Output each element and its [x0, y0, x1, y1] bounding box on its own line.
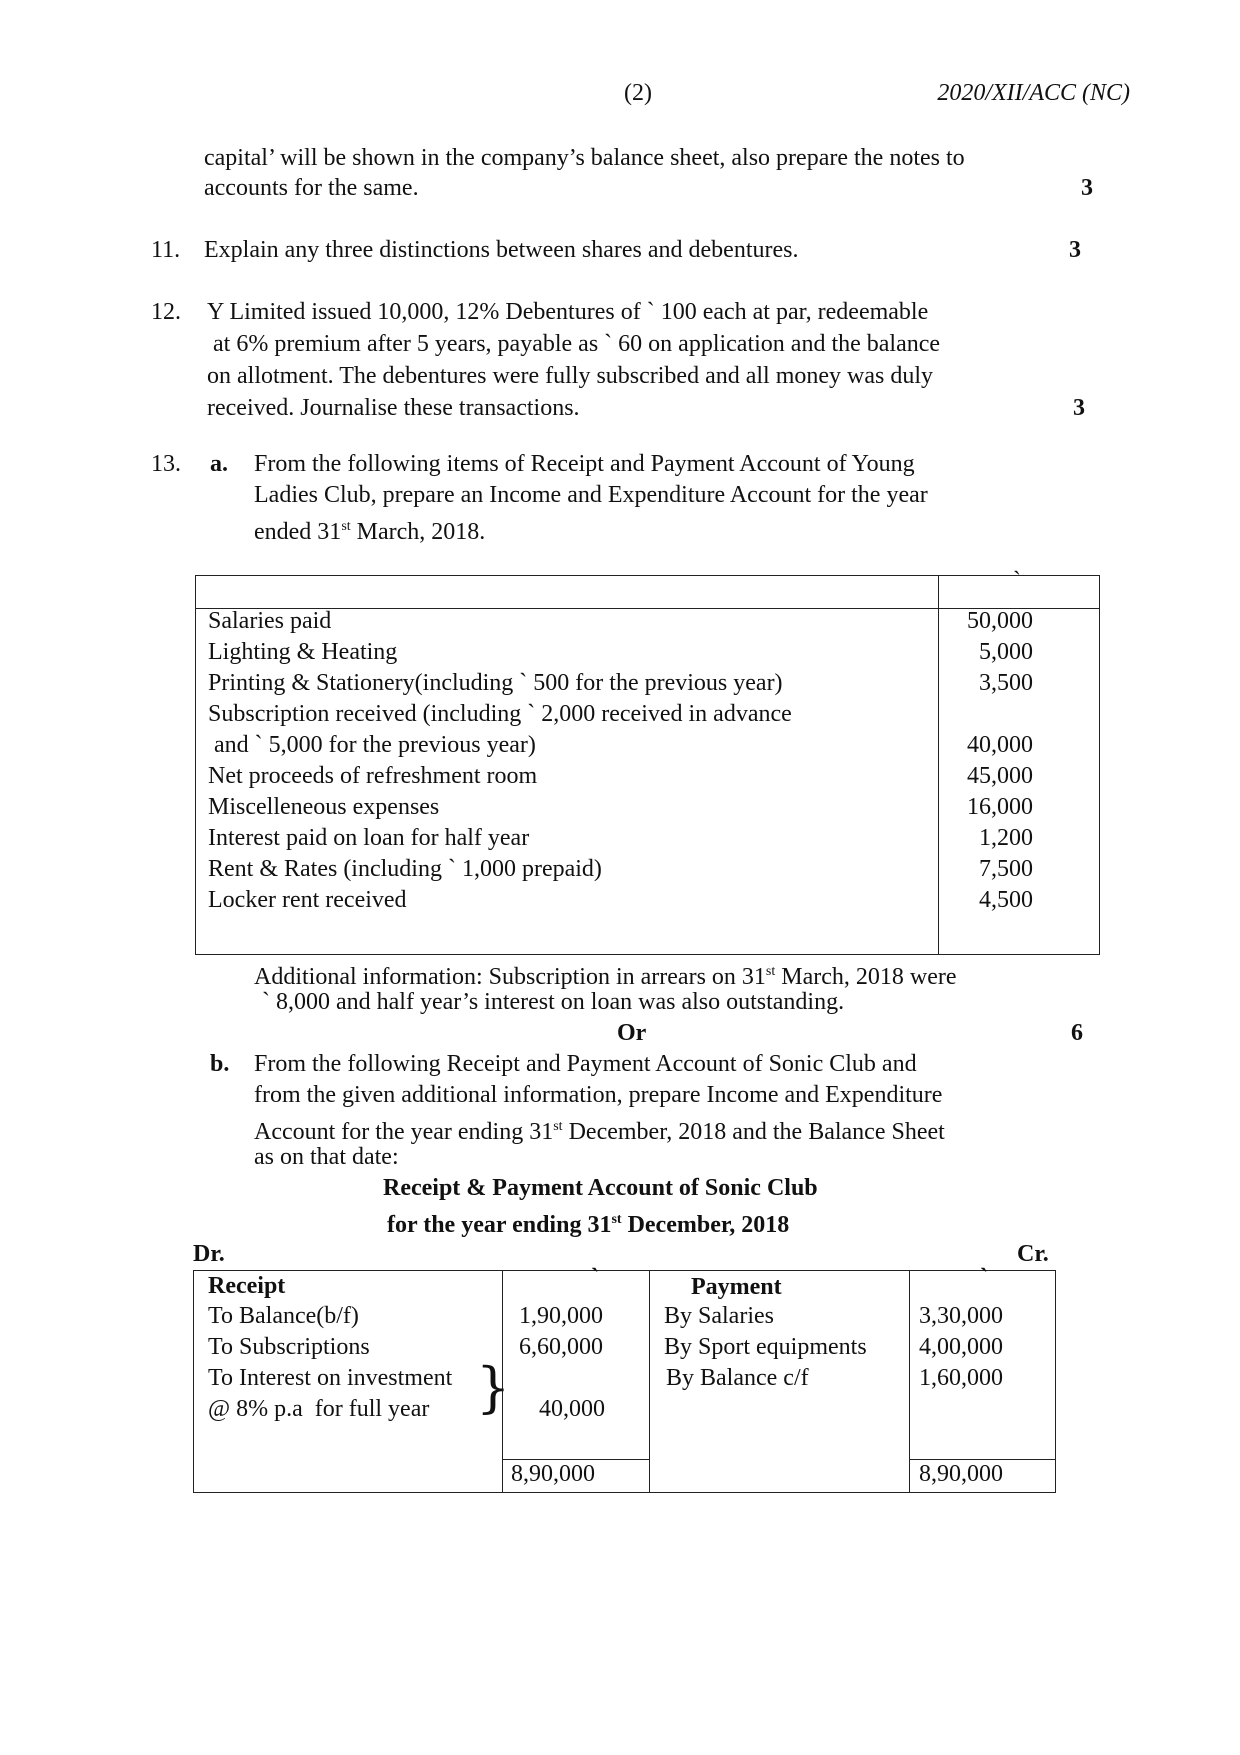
additional-info-line2: ` 8,000 and half year’s interest on loan was also outstanding. [262, 989, 845, 1015]
table-row-item: Interest paid on loan for half year [208, 825, 530, 851]
payment-amount: 3,30,000 [919, 1303, 1003, 1329]
payment-header: Payment [691, 1274, 782, 1300]
table-row-item: Printing & Stationery(including ` 500 for the previous year) [208, 670, 783, 696]
q12-line1: Y Limited issued 10,000, 12% Debentures of ` 100 each at par, redeemable [207, 299, 929, 325]
q11-marks: 3 [1069, 237, 1081, 263]
q13b-line3: Account for the year ending 31st December, 2018 and the Balance Sheet [254, 1119, 945, 1145]
additional-info-line1: Additional information: Subscription in arrears on 31st March, 2018 were [254, 964, 957, 990]
receipt-item: To Balance(b/f) [208, 1303, 359, 1329]
q13-number: 13. [151, 451, 181, 477]
paper-code: 2020/XII/ACC (NC) [937, 80, 1130, 106]
payment-amount: 1,60,000 [919, 1365, 1003, 1391]
q13a-line2: Ladies Club, prepare an Income and Expenditure Account for the year [254, 482, 928, 508]
table-row-item: and ` 5,000 for the previous year) [208, 732, 536, 758]
q13-marks: 6 [1071, 1020, 1083, 1046]
account-title: Receipt & Payment Account of Sonic Club [383, 1175, 818, 1201]
receipt-amount: 40,000 [539, 1396, 605, 1422]
table-row-amount: 16,000 [967, 794, 1033, 820]
receipt-total: 8,90,000 [511, 1461, 595, 1487]
q12-line4: received. Journalise these transactions. [207, 395, 580, 421]
table-row-amount: 7,500 [979, 856, 1033, 882]
q13b-line2: from the given additional information, prepare Income and Expenditure [254, 1082, 943, 1108]
table-row-item: Net proceeds of refreshment room [208, 763, 538, 789]
q13b-line4: as on that date: [254, 1144, 399, 1170]
payment-total: 8,90,000 [919, 1461, 1003, 1487]
table-row-item: Miscelleneous expenses [208, 794, 440, 820]
table-row-amount: 4,500 [979, 887, 1033, 913]
dr-label: Dr. [193, 1241, 225, 1267]
q13b-label: b. [210, 1051, 230, 1077]
receipt-amount: 1,90,000 [519, 1303, 603, 1329]
table-row-item: Locker rent received [208, 887, 407, 913]
account-subtitle: for the year ending 31st December, 2018 [387, 1212, 790, 1238]
q13a-label: a. [210, 451, 228, 477]
receipts-items-table [195, 568, 1100, 955]
currency-header: ` [1013, 568, 1021, 594]
q13b-line1: From the following Receipt and Payment Account of Sonic Club and [254, 1051, 917, 1077]
receipt-item: @ 8% p.a for full year [208, 1396, 430, 1422]
or-label: Or [617, 1020, 647, 1046]
table-row-item: Rent & Rates (including ` 1,000 prepaid) [208, 856, 602, 882]
q12-number: 12. [151, 299, 181, 325]
cr-label: Cr. [1017, 1241, 1049, 1267]
table-row-amount: 50,000 [967, 608, 1033, 634]
receipt-item: To Subscriptions [208, 1334, 370, 1360]
table-row-item: Subscription received (including ` 2,000 received in advance [208, 701, 792, 727]
payment-amount: 4,00,000 [919, 1334, 1003, 1360]
q13a-line1: From the following items of Receipt and Payment Account of Young [254, 451, 915, 477]
table-row-item: Salaries paid [208, 608, 332, 634]
receipt-payment-account-table [193, 1265, 1056, 1493]
table-row-amount: 5,000 [979, 639, 1033, 665]
table-row-amount: 1,200 [979, 825, 1033, 851]
q12-line2: at 6% premium after 5 years, payable as ` 60 on application and the balance [213, 331, 941, 357]
receipt-header: Receipt [208, 1273, 286, 1299]
payment-currency-header: ` [980, 1265, 988, 1291]
q10-marks: 3 [1081, 175, 1093, 201]
table-row-amount: 40,000 [967, 732, 1033, 758]
receipt-amount: 6,60,000 [519, 1334, 603, 1360]
table-row-amount: 45,000 [967, 763, 1033, 789]
receipt-currency-header: ` [591, 1265, 599, 1291]
page-number: (2) [624, 80, 652, 106]
table-row-amount: 3,500 [979, 670, 1033, 696]
q13a-line3: ended 31st March, 2018. [254, 519, 486, 545]
q12-marks: 3 [1073, 395, 1085, 421]
payment-item: By Balance c/f [666, 1365, 809, 1391]
table-row-item: Lighting & Heating [208, 639, 398, 665]
q10-line1: capital’ will be shown in the company’s balance sheet, also prepare the notes to [204, 145, 965, 171]
payment-item: By Salaries [664, 1303, 774, 1329]
q12-line3: on allotment. The debentures were fully subscribed and all money was duly [207, 363, 934, 389]
payment-item: By Sport equipments [664, 1334, 867, 1360]
receipt-item: To Interest on investment [208, 1365, 453, 1391]
brace-icon: } [476, 1356, 511, 1419]
q10-line2: accounts for the same. [204, 175, 419, 201]
q11-text: Explain any three distinctions between shares and debentures. [204, 237, 799, 263]
q11-number: 11. [151, 237, 181, 263]
